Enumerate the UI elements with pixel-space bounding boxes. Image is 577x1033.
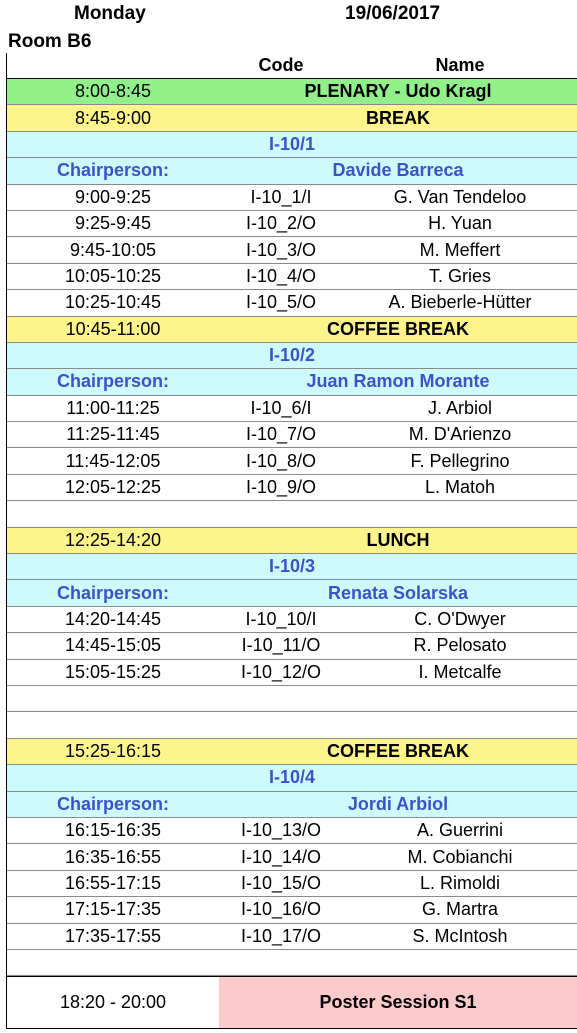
chairperson-row	[7, 158, 577, 184]
talk-time: 14:45-15:05	[64, 635, 162, 656]
talk-speaker: S. McIntosh	[412, 925, 508, 946]
event-row	[7, 105, 577, 131]
talk-code: I-10_16/O	[240, 899, 322, 920]
talk-code: I-10_10/I	[245, 609, 317, 629]
talk-code: I-10_4/O	[245, 265, 317, 286]
talk-code: I-10_8/O	[245, 450, 317, 471]
chairperson-label: Chairperson:	[56, 582, 170, 603]
talk-time: 15:05-15:25	[64, 661, 162, 682]
talk-code: I-10_1/I	[250, 186, 312, 207]
talk-code: I-10_11/O	[241, 635, 321, 656]
talk-time: 17:15-17:35	[64, 899, 162, 920]
event-row	[7, 79, 577, 105]
name-column-header: Name	[435, 55, 485, 75]
event-time: 8:45-9:00	[74, 107, 152, 128]
talk-code: I-10_5/O	[245, 292, 317, 313]
talk-row	[7, 185, 577, 211]
talk-code: I-10_15/O	[240, 872, 322, 893]
talk-time: 16:55-17:15	[64, 872, 162, 893]
code-column-header: Code	[258, 55, 304, 75]
talk-time: 9:45-10:05	[69, 239, 157, 260]
session-code: I-10/4	[268, 767, 316, 788]
talk-code: I-10_14/O	[240, 846, 322, 867]
date-label: 19/06/2017	[345, 3, 441, 24]
talk-time: 14:20-14:45	[64, 609, 162, 629]
blank-row	[7, 712, 577, 738]
chairperson-row	[7, 369, 577, 395]
event-title: BREAK	[365, 107, 430, 128]
chairperson-row	[7, 580, 577, 606]
session-header-row	[7, 765, 577, 791]
poster-time: 18:20 - 20:00	[59, 992, 167, 1013]
talk-speaker: M. Cobianchi	[407, 846, 513, 867]
talk-row	[7, 237, 577, 263]
talk-speaker: I. Metcalfe	[418, 661, 502, 682]
talk-row	[7, 607, 577, 633]
poster-title: Poster Session S1	[219, 977, 577, 1028]
talk-code: I-10_17/O	[240, 925, 322, 946]
talk-speaker: R. Pelosato	[413, 635, 507, 656]
chairperson-label: Chairperson:	[56, 160, 170, 181]
talk-row	[7, 290, 577, 316]
event-title: COFFEE BREAK	[326, 318, 469, 339]
chairperson-name: Jordi Arbiol	[347, 793, 449, 814]
talk-speaker: H. Yuan	[428, 213, 492, 234]
talk-time: 9:25-9:45	[74, 213, 152, 234]
talk-row	[7, 475, 577, 501]
talk-row	[7, 897, 577, 923]
talk-row	[7, 633, 577, 659]
talk-code: I-10_3/O	[245, 239, 317, 260]
talk-speaker: G. Martra	[421, 899, 498, 920]
chairperson-label: Chairperson:	[56, 371, 170, 392]
event-time: 8:00-8:45	[74, 81, 152, 102]
talk-row	[7, 844, 577, 870]
event-title: LUNCH	[366, 529, 430, 550]
talk-code: I-10_2/O	[245, 213, 317, 234]
talk-time: 10:25-10:45	[64, 292, 162, 313]
blank-row	[7, 686, 577, 712]
talk-row	[7, 422, 577, 448]
talk-time: 11:25-11:45	[66, 424, 160, 445]
talk-code: I-10_13/O	[240, 820, 322, 841]
talk-speaker: L. Rimoldi	[419, 872, 501, 893]
session-code: I-10/3	[268, 556, 316, 577]
talk-row	[7, 211, 577, 237]
session-header-row	[7, 343, 577, 369]
blank-row	[7, 501, 577, 527]
event-time: 10:45-11:00	[65, 318, 161, 339]
chairperson-name: Renata Solarska	[327, 582, 469, 603]
talk-time: 16:35-16:55	[64, 846, 162, 867]
chairperson-name: Davide Barreca	[332, 160, 464, 181]
chairperson-name: Juan Ramon Morante	[306, 371, 490, 392]
talk-speaker: C. O'Dwyer	[414, 609, 506, 629]
talk-row	[7, 660, 577, 686]
session-header-row	[7, 554, 577, 580]
talk-row	[7, 871, 577, 897]
event-title: COFFEE BREAK	[326, 740, 469, 761]
talk-time: 11:00-11:25	[66, 397, 160, 418]
event-time: 15:25-16:15	[64, 740, 162, 761]
talk-code: I-10_12/O	[240, 661, 322, 682]
talk-time: 9:00-9:25	[74, 186, 152, 207]
day-label: Monday	[74, 3, 146, 24]
session-code: I-10/2	[268, 345, 316, 366]
talk-row	[7, 818, 577, 844]
event-row	[7, 528, 577, 554]
event-title: PLENARY - Udo Kragl	[304, 81, 492, 102]
poster-session-row	[7, 976, 577, 1029]
talk-speaker: L. Matoh	[424, 477, 496, 498]
talk-time: 11:45-12:05	[65, 450, 161, 471]
talk-code: I-10_9/O	[245, 477, 317, 498]
talk-speaker: J. Arbiol	[427, 397, 493, 418]
talk-row	[7, 264, 577, 290]
talk-row	[7, 396, 577, 422]
talk-row	[7, 448, 577, 474]
talk-speaker: A. Bieberle-Hütter	[388, 292, 532, 313]
talk-row	[7, 924, 577, 950]
chairperson-row	[7, 792, 577, 818]
column-header-row	[7, 53, 577, 79]
talk-time: 10:05-10:25	[64, 265, 162, 286]
schedule-table	[6, 53, 577, 1029]
talk-speaker: M. D'Arienzo	[408, 424, 512, 445]
event-time: 12:25-14:20	[64, 529, 162, 550]
talk-code: I-10_7/O	[245, 424, 317, 445]
room-label: Room B6	[8, 31, 92, 52]
talk-time: 16:15-16:35	[64, 820, 162, 841]
event-row	[7, 739, 577, 765]
talk-speaker: F. Pellegrino	[410, 450, 510, 471]
blank-row	[7, 950, 577, 976]
session-header-row	[7, 132, 577, 158]
talk-speaker: G. Van Tendeloo	[393, 186, 527, 207]
talk-speaker: A. Guerrini	[416, 820, 504, 841]
talk-time: 17:35-17:55	[64, 925, 162, 946]
chairperson-label: Chairperson:	[56, 793, 170, 814]
talk-code: I-10_6/I	[250, 397, 312, 418]
talk-speaker: T. Gries	[428, 265, 491, 286]
session-code: I-10/1	[268, 133, 316, 154]
event-row	[7, 317, 577, 343]
talk-time: 12:05-12:25	[64, 477, 162, 498]
talk-speaker: M. Meffert	[419, 239, 501, 260]
